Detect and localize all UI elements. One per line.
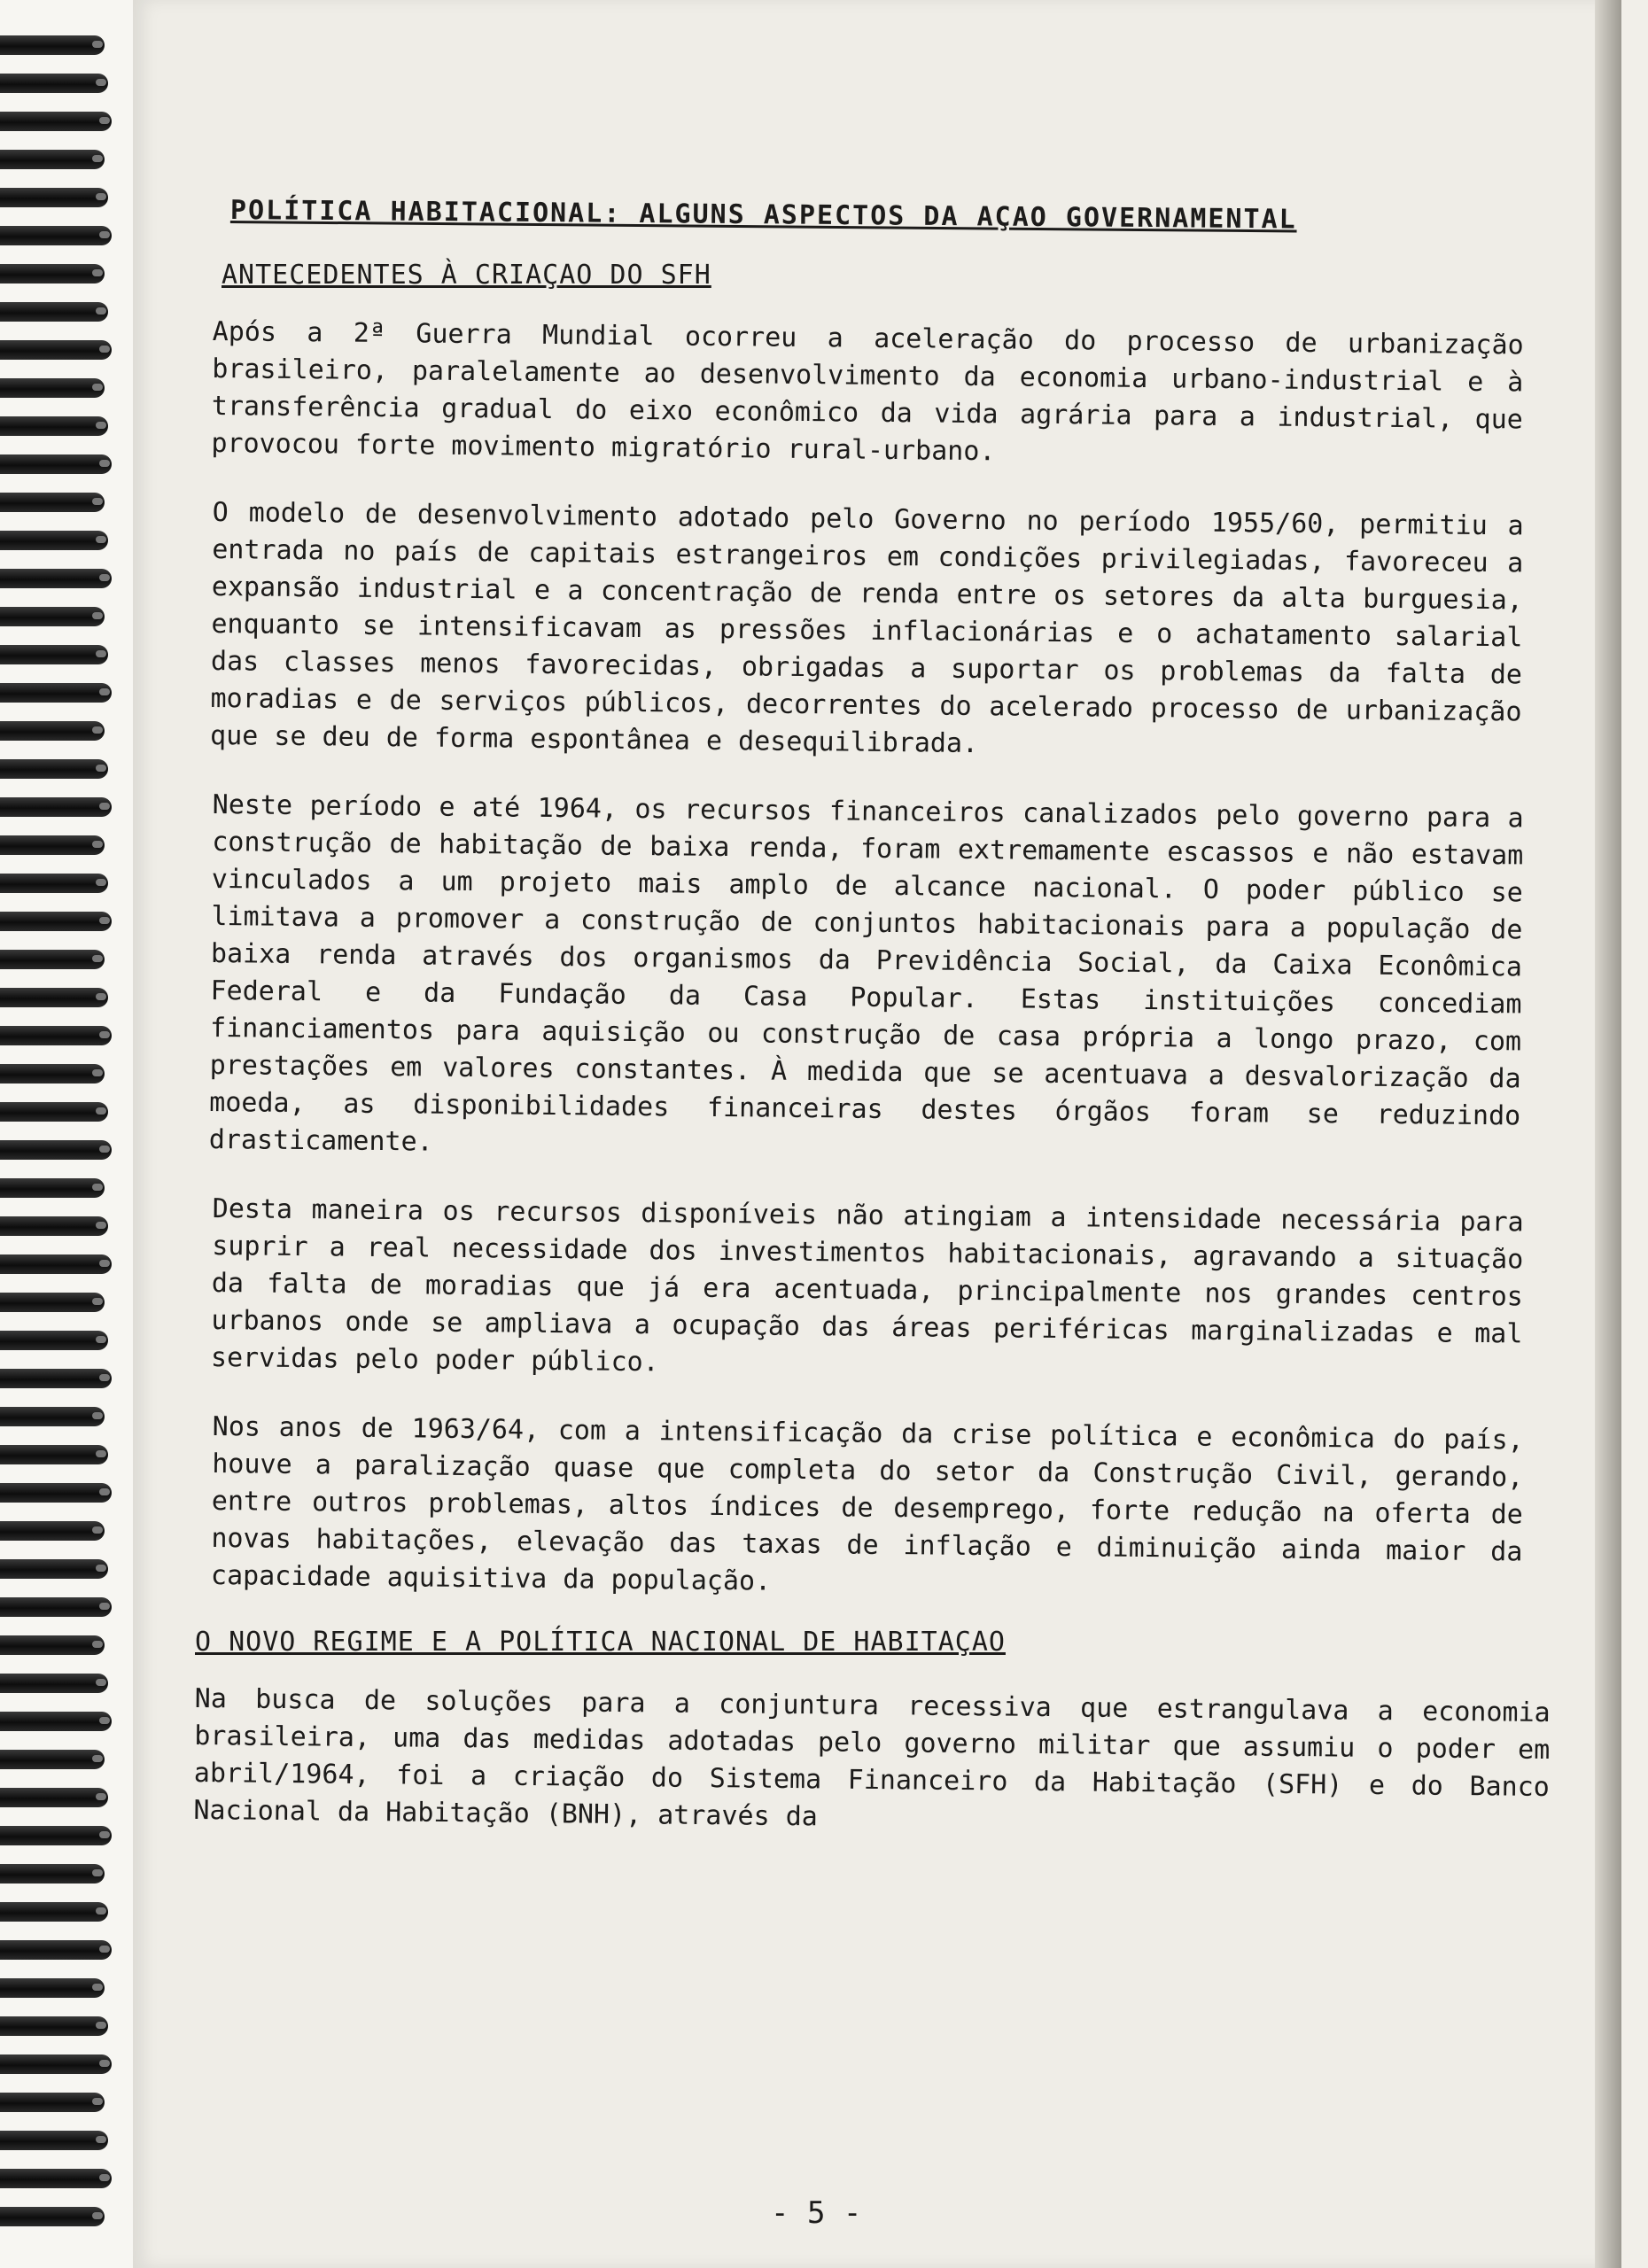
document-content <box>195 195 1595 1861</box>
binding-coil <box>0 1216 108 1236</box>
binding-coil <box>0 874 108 893</box>
binding-coil <box>0 226 112 245</box>
section-heading-antecedentes: ANTECEDENTES À CRIAÇAO DO SFH <box>222 260 711 291</box>
binding-coil <box>0 531 108 550</box>
binding-coil <box>0 607 105 626</box>
binding-coil <box>0 645 108 664</box>
binding-coil <box>0 1064 105 1084</box>
binding-coil <box>0 1712 112 1731</box>
binding-coil <box>0 1369 112 1388</box>
binding-coil <box>0 1978 105 1998</box>
page-edge <box>1595 0 1621 2268</box>
binding-coil <box>0 759 108 779</box>
binding-coil <box>0 2093 105 2112</box>
binding-coil <box>0 1407 105 1426</box>
binding-coil <box>0 112 112 131</box>
binding-coil <box>0 416 108 436</box>
binding-coil <box>0 721 105 741</box>
binding-coil <box>0 35 105 55</box>
binding-coil <box>0 2054 112 2074</box>
binding-coil <box>0 1674 108 1693</box>
binding-coil <box>0 1902 108 1922</box>
binding-coil <box>0 1788 108 1807</box>
binding-coil <box>0 1597 112 1617</box>
binding-coil <box>0 1178 105 1198</box>
paragraph: Desta maneira os recursos disponíveis não atingiam a intensidade necessária para suprir a real necessidade dos investimentos habitacionais, agravando a situação da falta de moradias que já era acentuada, principalmente nos grandes centros urbanos onde se ampliava a ocupação das áreas periféricas marginalizadas e mal servidas pelo poder público. <box>210 1192 1524 1379</box>
binding-coil <box>0 683 112 703</box>
binding-coil <box>0 1102 108 1122</box>
paragraph: O modelo de desenvolvimento adotado pelo Governo no período 1955/60, permitiu a entrada no país de capitais estrangeiros em condições privilegiadas, favoreceu a expansão industrial e a concentração de renda entre os setores da alta burguesia, enquanto se intensificavam as pressões inflacionárias e o achatamento salarial das classes menos favorecidas, obrigadas a suportar os problemas da falta de moradias e de serviços públicos, decorrentes do acelerado processo de urbanização que se deu de forma espontânea e desequilibrada. <box>209 496 1524 760</box>
document-title: POLÍTICA HABITACIONAL: ALGUNS ASPECTOS DA AÇAO GOVERNAMENTAL <box>229 195 1297 236</box>
binding-coil <box>0 797 112 817</box>
binding-coil <box>0 569 112 588</box>
binding-coil <box>0 1864 105 1884</box>
spiral-binding <box>0 0 133 2268</box>
binding-coil <box>0 378 105 398</box>
binding-coil <box>0 2169 112 2188</box>
binding-coil <box>0 1445 108 1464</box>
paragraph: Na busca de soluções para a conjuntura recessiva que estrangulava a economia brasileira, uma das medidas adotadas pelo governo militar que assumiu o poder em abril/1964, foi a criação do Sistema Financeiro da Habitação (SFH) e do Banco Nacional da Habitação (BNH), através da <box>193 1682 1551 1833</box>
binding-coil <box>0 1635 105 1655</box>
paragraph: Neste período e até 1964, os recursos financeiros canalizados pelo governo para a construção de habitação de baixa renda, foram extremamente escassos e não estavam vinculados a um projeto mais amplo de alcance nacional. O poder público se limitava a promover a construção de conjuntos habitacionais para a população de baixa renda através dos organismos da Previdência Social, da Caixa Econômica Federal e da Fundação da Casa Popular. Estas instituições concediam financiamentos para aquisição ou construção de casa própria a longo prazo, com prestações em valores constantes. À medida que se acentuava a desvalorização da moeda, as disponibilidades financeiras destes órgãos foram se reduzindo drasticamente. <box>208 788 1524 1158</box>
page-number: - 5 - <box>771 2195 862 2231</box>
binding-coil <box>0 264 105 284</box>
binding-coil <box>0 988 108 1007</box>
binding-coil <box>0 1483 112 1503</box>
binding-coil <box>0 912 112 931</box>
binding-coil <box>0 1293 105 1312</box>
binding-coil <box>0 1254 112 1274</box>
binding-coil <box>0 340 112 360</box>
binding-coil <box>0 1521 105 1541</box>
section-heading-novo-regime: O NOVO REGIME E A POLÍTICA NACIONAL DE HABITAÇAO <box>195 1627 1006 1658</box>
binding-coil <box>0 2131 108 2150</box>
binding-coil <box>0 2016 108 2036</box>
binding-coil <box>0 150 105 169</box>
binding-coil <box>0 835 105 855</box>
binding-coil <box>0 1826 112 1845</box>
binding-coil <box>0 493 105 512</box>
binding-coil <box>0 1026 112 1045</box>
binding-coil <box>0 302 108 322</box>
binding-coil <box>0 1140 112 1160</box>
binding-coil <box>0 1940 112 1960</box>
binding-coil <box>0 74 108 93</box>
binding-coil <box>0 950 105 969</box>
binding-coil <box>0 188 108 207</box>
binding-coil <box>0 1559 108 1579</box>
paragraph: Após a 2ª Guerra Mundial ocorreu a aceleração do processo de urbanização brasileiro, paralelamente ao desenvolvimento da economia urbano-industrial e à transferência gradual do eixo econômico da vida agrária para a industrial, que provocou forte movimento migratório rural-urbano. <box>211 315 1524 468</box>
binding-coil <box>0 1331 108 1350</box>
paragraph: Nos anos de 1963/64, com a intensificação da crise política e econômica do país, houve a paralização quase que completa do setor da Construção Civil, gerando, entre outros problemas, altos índices de desemprego, forte redução na oferta de novas habitações, elevação das taxas de inflação e diminuição ainda maior da capacidade aquisitiva da população. <box>210 1410 1524 1597</box>
binding-coil <box>0 1750 105 1769</box>
binding-coil <box>0 2207 105 2226</box>
binding-coil <box>0 454 112 474</box>
